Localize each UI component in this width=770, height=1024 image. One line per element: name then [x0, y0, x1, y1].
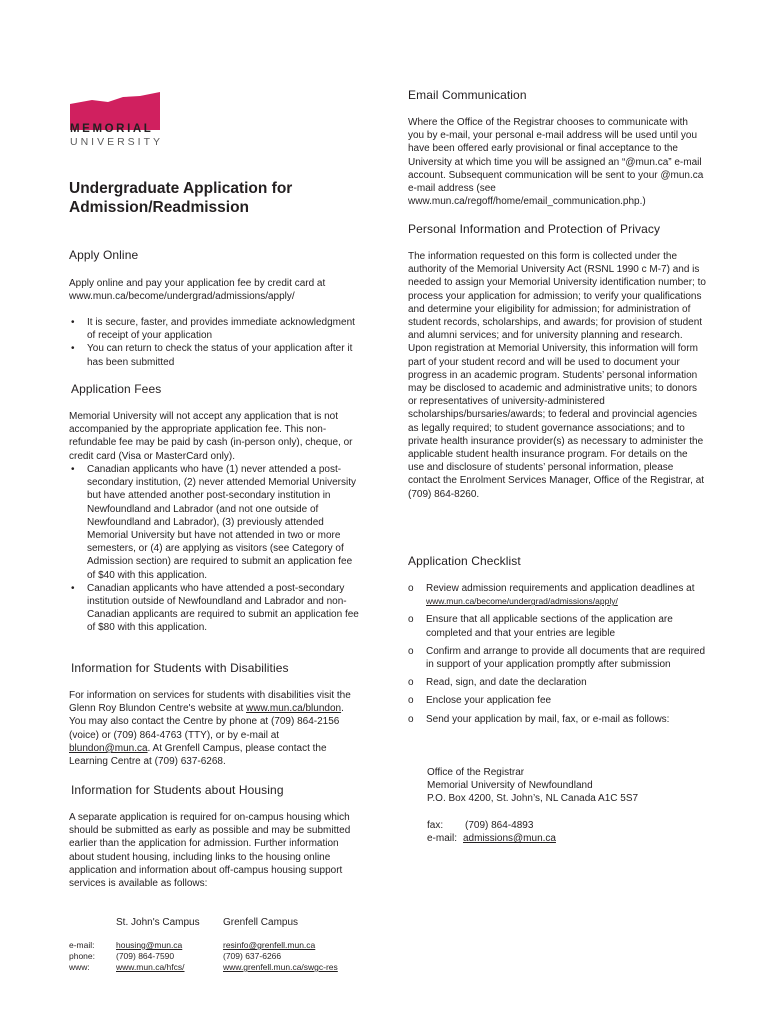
registrar-address: Office of the Registrar Memorial University of Newfoundland P.O. Box 4200, St. John’s, NL Canada A1C 5S7 [427, 767, 639, 805]
st-johns-campus-header: St. John's Campus [116, 917, 200, 928]
checkbox-icon: o [408, 695, 414, 707]
list-item: • You can return to check the status of your application after it has been submitted [71, 343, 353, 368]
disabilities-heading: Information for Students with Disabilities [71, 661, 289, 675]
grenfell-housing-phone: (709) 637-6266 [223, 951, 282, 961]
checklist-item: o Read, sign, and date the declaration [408, 677, 587, 689]
registrar-email-link[interactable]: admissions@mun.ca [463, 833, 556, 845]
st-johns-housing-website[interactable]: www.mun.ca/hfcs/ [116, 962, 185, 972]
grenfell-housing-website[interactable]: www.grenfell.mun.ca/swgc-res [223, 962, 338, 972]
housing-text: A separate application is required for on-campus housing which should be submitted as early as possible and may be submitted earlier than the application for admission. Further information about student housing, including links to the housing online application and information about off-campus housing support services is available as follows: [69, 812, 351, 890]
logo-wordmark-memorial: MEMORIAL [70, 123, 154, 135]
apply-online-intro: Apply online and pay your application fee by credit card at www.mun.ca/become/undergrad/admissions/apply/ [69, 278, 326, 303]
registrar-fax: (709) 864-4893 [465, 820, 534, 831]
privacy-text: The information requested on this form is collected under the authority of the Memorial University Act (RSNL 1990 c M-7) and is needed to assign your Memorial University identification number; to process your application for admission; to verify your qualifications and determine your eligibility for admission; for administration of student records, scholarships, and awards; for provision of student and alumni services; and for university planning and research. Upon registration at Memorial University, this information will form part of your student record and will be used to document your progress in an academic program. Students’ personal information may be disclosed to academic and administrative units; to donors or representatives of university-administered scholarships/bursaries/awards; to federal and provincial agencies as legally required; to student governance associations; and to private health insurance provider(s) as necessary to administer the applicable student health insurance program. For details on the use and disclosure of students’ personal information, please contact the Enrolment Services Manager, Office of the Registrar, at (709) 864-8260. [408, 251, 706, 500]
checkbox-icon: o [408, 677, 414, 689]
checkbox-icon: o [408, 645, 414, 657]
application-fees-intro: Memorial University will not accept any application that is not accompanied by the appropriate application fee. This non-refundable fee may be paid by cash (in-person only), cheque, or credit card (Visa or MasterCard only). [69, 411, 353, 462]
table-row: www: www.mun.ca/hfcs/ www.grenfell.mun.ca/swgc-res [69, 962, 338, 972]
blundon-email-link[interactable]: blundon@mun.ca [69, 742, 148, 754]
housing-heading: Information for Students about Housing [71, 783, 284, 797]
apply-online-heading: Apply Online [69, 248, 139, 262]
list-item: • Canadian applicants who have attended a post-secondary institution outside of Newfoundland and Labrador and non-Canadian applicants are required to submit an application fee of $80 with this application. [71, 582, 359, 634]
list-item: • Canadian applicants who have (1) never attended a post-secondary institution, (2) never attended Memorial University but have attended another post-secondary institution in Newfoundland and Labrador (and not one outside of Newfoundland and Labrador), (3) previously attended Memorial University but have not attended in two or more semesters, or (4) are applying as visitors (see Category of Admission section) are required to submit an application fee of $40 with this application. [71, 464, 357, 581]
email-communication-heading: Email Communication [408, 88, 527, 102]
list-item: • It is secure, faster, and provides immediate acknowledgment of receipt of your application [71, 317, 355, 342]
blundon-website-link[interactable]: www.mun.ca/blundon [246, 703, 342, 715]
email-communication-text: Where the Office of the Registrar chooses to communicate with you by e-mail, your personal e-mail address will be used until you have been offered early provisional or final acceptance to the University at which time you will be assigned an “@mun.ca” e-mail account. Subsequent communication will be sent to your @mun.ca e-mail address (see www.mun.ca/regoff/home/email_communication.php.) [408, 117, 704, 208]
checklist-item: o Ensure that all applicable sections of the application are completed and that your entries are legible [408, 614, 673, 639]
registrar-contacts: fax: (709) 864-4893 e-mail: admissions@mun.ca [427, 820, 556, 845]
checklist-item: o Enclose your application fee [408, 695, 552, 707]
table-row: phone: (709) 864-7590 (709) 637-6266 [69, 951, 338, 962]
st-johns-housing-email[interactable]: housing@mun.ca [116, 940, 183, 950]
grenfell-campus-header: Grenfell Campus [223, 917, 299, 928]
checklist-item: o Review admission requirements and application deadlines at www.mun.ca/become/undergrad/admissions/apply/ [408, 583, 695, 607]
application-fees-bullets [69, 463, 361, 635]
st-johns-housing-phone: (709) 864-7590 [116, 951, 175, 961]
checkbox-icon: o [408, 713, 414, 725]
apply-online-bullets [69, 316, 359, 369]
application-fees-heading: Application Fees [71, 382, 162, 396]
checkbox-icon: o [408, 614, 414, 626]
application-checklist-heading: Application Checklist [408, 554, 521, 568]
table-row: e-mail: housing@mun.ca resinfo@grenfell.mun.ca [69, 940, 338, 951]
checklist-item: o Confirm and arrange to provide all documents that are required in support of your application promptly after submission [408, 645, 706, 671]
housing-contacts-table [69, 917, 338, 973]
application-checklist [408, 582, 706, 731]
privacy-heading: Personal Information and Protection of Privacy [408, 222, 661, 236]
logo-wordmark-university: UNIVERSITY [70, 136, 164, 148]
disabilities-text: For information on services for students with disabilities visit the Glenn Roy Blundon Centre's website at www.mun.ca/blundon. You may also contact the Centre by phone at (709) 864-2156 (voice) or (709) 864-4763 (TTY), or by e-mail at blundon@mun.ca. At Grenfell Campus, please contact the Learning Centre at (709) 637-6268. [69, 690, 351, 768]
checklist-item: o Send your application by mail, fax, or e-mail as follows: [408, 713, 670, 725]
document-title: Undergraduate Application for Admission/Readmission [69, 180, 293, 216]
checkbox-icon: o [408, 583, 414, 594]
apply-link[interactable]: www.mun.ca/become/undergrad/admissions/apply/ [426, 596, 618, 607]
grenfell-housing-email[interactable]: resinfo@grenfell.mun.ca [223, 940, 316, 950]
